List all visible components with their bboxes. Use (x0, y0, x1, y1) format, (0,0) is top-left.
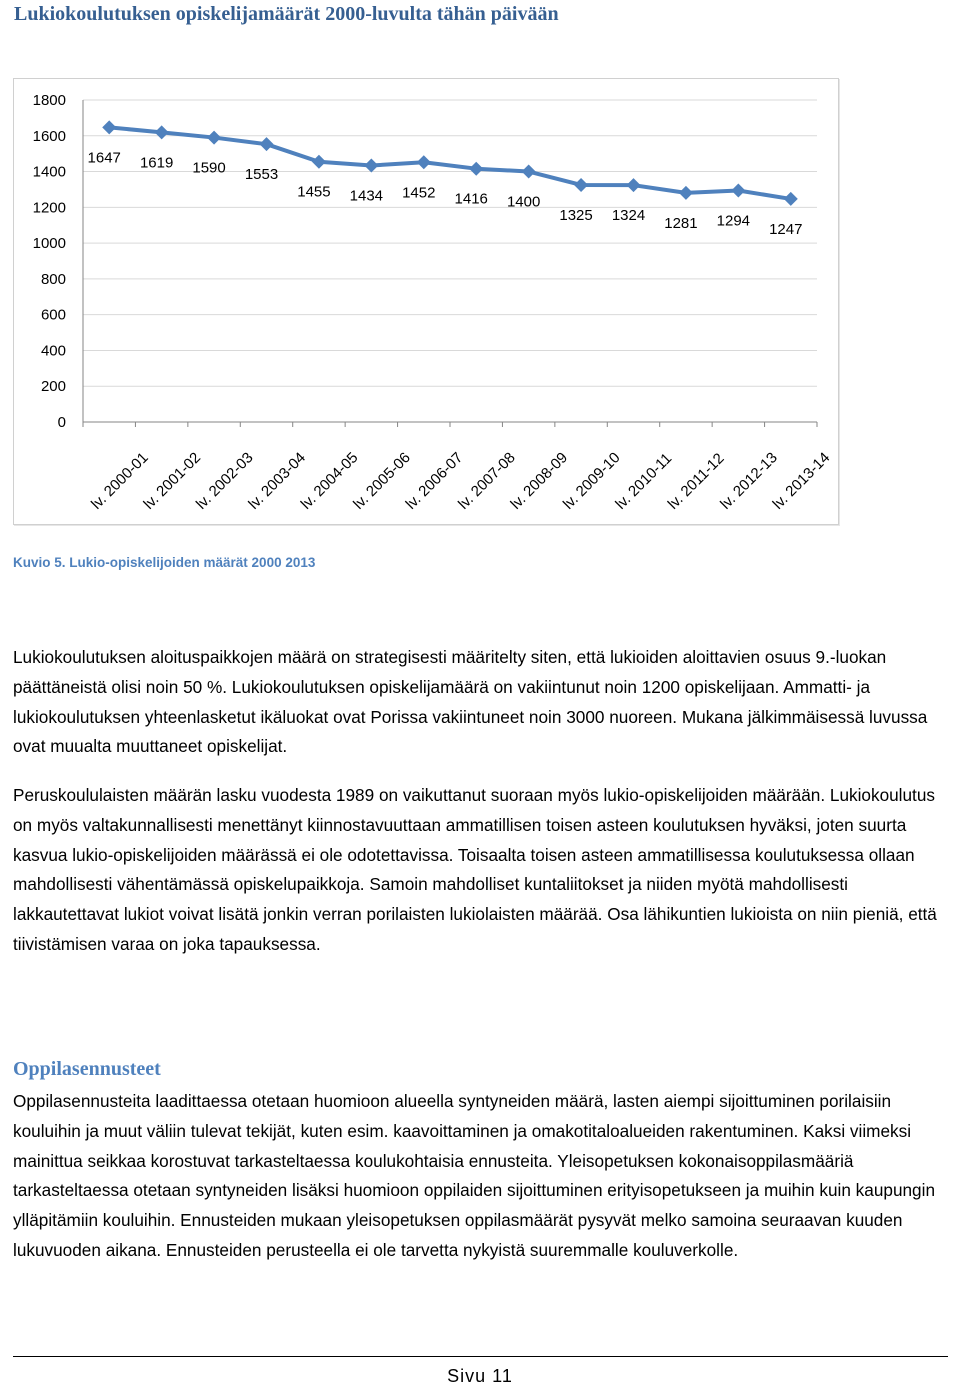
x-tick-label: lv. 2000-01 (88, 449, 152, 513)
data-label: 1452 (402, 184, 436, 202)
x-tick-label: lv. 2004-05 (297, 449, 362, 513)
page-number: Sivu 11 (447, 1366, 513, 1386)
x-tick-label: lv. 2010-11 (612, 449, 676, 513)
data-point-marker (627, 178, 641, 192)
data-point-marker (260, 137, 274, 151)
x-tick-label: lv. 2007-08 (455, 449, 519, 513)
x-tick-label: lv. 2005-06 (350, 449, 414, 513)
paragraph-1: Lukiokoulutuksen aloituspaikkojen määrä on strategisesti määritelty siten, että lukioiden aloittavien osuus 9.-luokan päättäneistä olisi noin 50 %. Lukiokoulutuksen opiskelijamäärä on vakiintunut noin 1200 opiskelijaan. Ammatti- ja lukiokoulutuksen yhteenlasketut ikäluokat ovat Porissa vakiintuneet noin 3000 nuoreen. Mukana jälkimmäisessä luvussa ovat muualta muuttaneet opiskelijat. (13, 647, 928, 757)
x-tick-label: lv. 2001-02 (140, 449, 205, 513)
data-label: 1590 (192, 159, 226, 177)
data-point-marker (312, 155, 326, 169)
data-label: 1400 (506, 193, 541, 211)
y-tick-label: 1200 (32, 199, 66, 217)
data-label: 1247 (769, 220, 803, 238)
section-heading-oppilasennusteet: Oppilasennusteet (13, 1058, 161, 1080)
y-tick-label: 1400 (32, 163, 66, 181)
data-label: 1416 (454, 190, 488, 208)
data-point-marker (155, 125, 169, 139)
data-point-marker (679, 186, 693, 200)
x-tick-label: lv. 2003-04 (245, 449, 310, 513)
data-point-marker (469, 162, 483, 176)
x-tick-label: lv. 2008-09 (507, 449, 572, 513)
y-tick-label: 1600 (32, 127, 66, 145)
x-tick-label: lv. 2011-12 (664, 449, 728, 513)
data-point-marker (207, 131, 221, 145)
x-tick-label: lv. 2009-10 (559, 449, 624, 513)
data-point-marker (574, 178, 588, 192)
y-tick-label: 400 (40, 342, 66, 360)
data-point-marker (417, 155, 431, 169)
data-label: 1647 (87, 149, 121, 167)
data-label: 1325 (559, 206, 593, 224)
page-heading: Lukiokoulutuksen opiskelijamäärät 2000-luvulta tähän päivään (14, 3, 559, 25)
data-point-marker (522, 165, 536, 179)
data-point-marker (102, 120, 116, 134)
enrollment-line-chart (0, 0, 960, 540)
paragraph-2: Peruskoululaisten määrän lasku vuodesta 1989 on vaikuttanut suoraan myös lukio-opiskelijoiden määrään. Lukiokoulutus on myös valtakunnallisesti menettänyt kiinnostavuuttaan ammatillisen toisen asteen koulutuksen hyväksi, joten suurta kasvua lukio-opiskelijoiden määrässä ei ole odotettavissa. Toisaalta toisen asteen ammatillisessa koulutuksessa ollaan mahdollisesti vähentämässä opiskelupaikkoja. Samoin mahdolliset kuntaliitokset ja niiden myötä mahdollisesti lakkautettavat lukiot voivat lisätä jonkin verran porilaisten lukiolaisten määrää. Osa lähikuntien lukioista on niin pieniä, että tiivistämisen varaa on joka tapauksessa. (13, 785, 937, 954)
data-label: 1324 (611, 207, 646, 225)
paragraph-3: Oppilasennusteita laadittaessa otetaan huomioon alueella syntyneiden määrä, lasten aiempi sijoittuminen porilaisiin kouluihin ja muut väliin tulevat tekijät, kuten esim. kaavoittaminen ja omakotitaloalueiden rakentuminen. Kaksi viimeksi mainittua seikkaa korostuvat tarkasteltaessa koulukohtaisia ennusteita. Yleisopetuksen kokonaisoppilasmääriä tarkasteltaessa otetaan syntyneiden lisäksi huomioon oppilaiden sijoittuminen erityisopetukseen ja muihin kuin kaupungin ylläpitämiin kouluihin. Ennusteiden mukaan yleisopetuksen oppilasmäärät pysyvät melko samoina seuraavan kuuden lukuvuoden aikana. Ennusteiden perusteella ei ole tarvetta nykyistä suuremmalle kouluverkolle. (13, 1091, 935, 1260)
data-label: 1619 (139, 154, 174, 172)
y-tick-label: 0 (57, 414, 66, 431)
data-label: 1434 (349, 187, 384, 205)
footer-rule (13, 1356, 948, 1357)
x-tick-label: lv. 2013-14 (769, 449, 834, 513)
data-label: 1455 (297, 183, 331, 201)
x-tick-label: lv. 2002-03 (192, 449, 257, 513)
y-tick-label: 200 (40, 378, 66, 396)
y-tick-label: 600 (40, 306, 66, 324)
y-tick-label: 1800 (32, 92, 66, 109)
figure-caption: Kuvio 5. Lukio-opiskelijoiden määrät 2000 2013 (13, 555, 316, 570)
y-tick-label: 800 (40, 270, 66, 288)
x-tick-label: lv. 2012-13 (717, 449, 781, 513)
data-point-marker (731, 184, 745, 198)
x-tick-label: lv. 2006-07 (402, 449, 467, 513)
y-tick-label: 1000 (32, 235, 66, 253)
data-point-marker (784, 192, 798, 206)
data-label: 1294 (716, 212, 751, 230)
data-label: 1281 (664, 214, 698, 232)
data-point-marker (364, 158, 378, 172)
data-label: 1553 (244, 166, 279, 184)
